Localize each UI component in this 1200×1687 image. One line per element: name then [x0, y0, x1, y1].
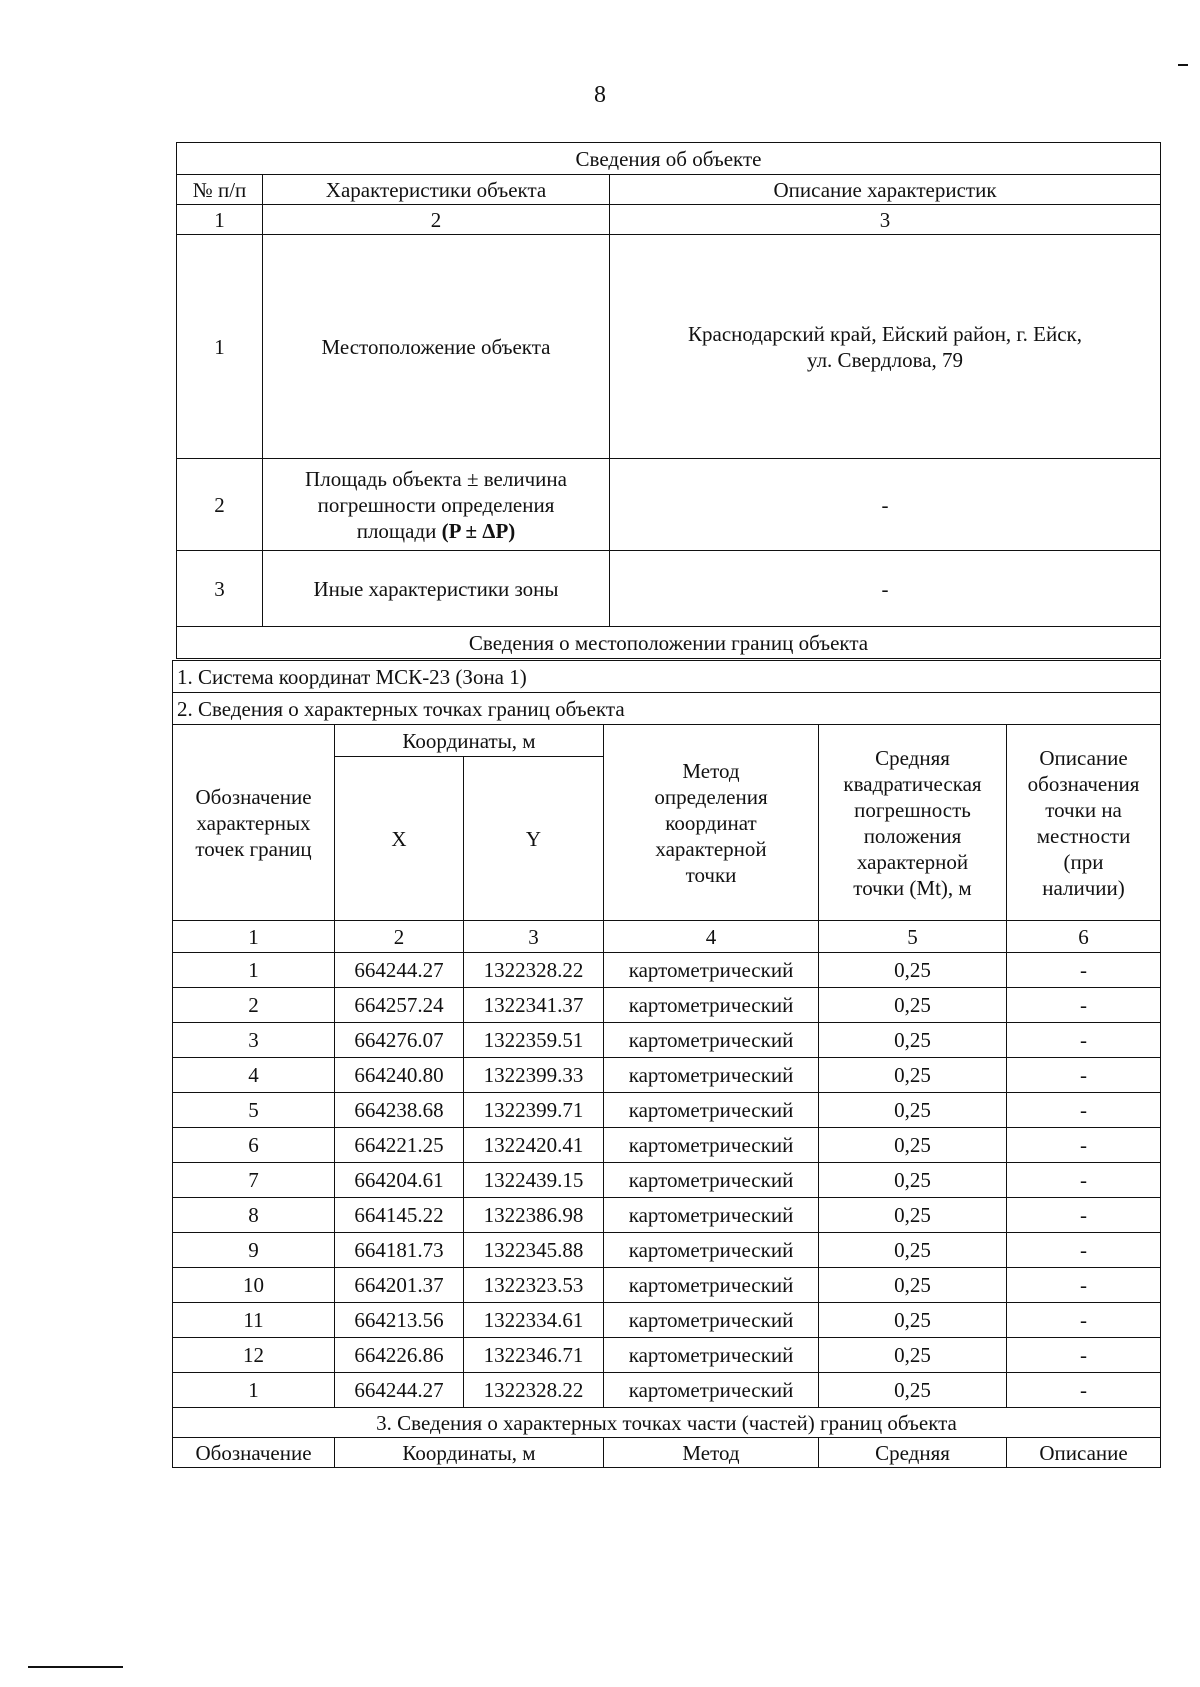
header-line: точек границ [195, 836, 312, 861]
point-x: 664240.80 [335, 1058, 464, 1093]
point-number: 7 [173, 1163, 335, 1198]
row-num: 3 [177, 551, 263, 627]
y-header: Y [464, 757, 604, 921]
row-num: 2 [177, 459, 263, 551]
description-header [1007, 725, 1161, 921]
point-y: 1322399.71 [464, 1093, 604, 1128]
point-description: - [1007, 953, 1161, 988]
row-value: - [610, 551, 1161, 627]
header-line: положения [863, 823, 962, 848]
header-characteristics: Характеристики объекта [263, 175, 610, 205]
designation-header [173, 725, 335, 921]
point-error: 0,25 [819, 1373, 1007, 1408]
point-x: 664276.07 [335, 1023, 464, 1058]
point-x: 664145.22 [335, 1198, 464, 1233]
point-y: 1322346.71 [464, 1338, 604, 1373]
point-method: картометрический [604, 1198, 819, 1233]
table-row [173, 1093, 1161, 1128]
point-method: картометрический [604, 953, 819, 988]
col-number: 4 [604, 921, 819, 953]
location-line: Краснодарский край, Ейский район, г. Ейск, [688, 321, 1083, 346]
point-x: 664244.27 [335, 1373, 464, 1408]
point-number: 10 [173, 1268, 335, 1303]
header-line: Обозначение [195, 784, 312, 809]
parts-header: Описание [1007, 1438, 1161, 1468]
header-line: характерных [196, 810, 311, 835]
point-error: 0,25 [819, 1233, 1007, 1268]
x-header: X [335, 757, 464, 921]
col-number: 2 [263, 205, 610, 235]
boundary-points-table [172, 660, 1161, 1468]
point-error: 0,25 [819, 1198, 1007, 1233]
point-error: 0,25 [819, 1163, 1007, 1198]
col-number: 6 [1007, 921, 1161, 953]
footer-line [28, 1666, 123, 1668]
table-row [173, 1058, 1161, 1093]
table-row [173, 1373, 1161, 1408]
header-line: Описание [1039, 745, 1128, 770]
point-description: - [1007, 1268, 1161, 1303]
points-body [173, 953, 1161, 1408]
parts-header: Обозначение [173, 1438, 335, 1468]
point-y: 1322328.22 [464, 1373, 604, 1408]
table-row [173, 988, 1161, 1023]
point-error: 0,25 [819, 1023, 1007, 1058]
point-y: 1322359.51 [464, 1023, 604, 1058]
page-number: 8 [594, 82, 606, 108]
point-description: - [1007, 988, 1161, 1023]
point-y: 1322328.22 [464, 953, 604, 988]
point-method: картометрический [604, 1268, 819, 1303]
row-name: Иные характеристики зоны [263, 551, 610, 627]
row-name [263, 459, 610, 551]
point-number: 8 [173, 1198, 335, 1233]
point-number: 5 [173, 1093, 335, 1128]
header-line: погрешность [854, 797, 971, 822]
point-method: картометрический [604, 1023, 819, 1058]
header-line: наличии) [1042, 875, 1125, 900]
point-x: 664204.61 [335, 1163, 464, 1198]
point-number: 1 [173, 1373, 335, 1408]
row-num: 1 [177, 235, 263, 459]
table-row [173, 953, 1161, 988]
point-x: 664201.37 [335, 1268, 464, 1303]
table-row [173, 1198, 1161, 1233]
method-header [604, 725, 819, 921]
header-line: характерной [856, 849, 969, 874]
header-line: характерной [655, 836, 767, 861]
header-num: № п/п [177, 175, 263, 205]
point-description: - [1007, 1373, 1161, 1408]
table-row [173, 1128, 1161, 1163]
object-info-table [176, 142, 1161, 659]
point-description: - [1007, 1338, 1161, 1373]
row-value: - [610, 459, 1161, 551]
point-method: картометрический [604, 1093, 819, 1128]
table-row [173, 1163, 1161, 1198]
point-error: 0,25 [819, 1128, 1007, 1163]
point-error: 0,25 [819, 953, 1007, 988]
point-method: картометрический [604, 1303, 819, 1338]
point-y: 1322386.98 [464, 1198, 604, 1233]
header-line: координат [665, 810, 757, 835]
point-number: 3 [173, 1023, 335, 1058]
point-number: 2 [173, 988, 335, 1023]
col-number: 5 [819, 921, 1007, 953]
col-number: 1 [177, 205, 263, 235]
header-line: Метод [682, 758, 740, 783]
point-description: - [1007, 1233, 1161, 1268]
area-formula: (P ± ΔP) [441, 518, 516, 543]
header-line: точки на [1045, 797, 1122, 822]
header-line: Средняя [875, 745, 950, 770]
parts-title: 3. Сведения о характерных точках части (частей) границ объекта [173, 1408, 1161, 1438]
header-line: квадратическая [843, 771, 982, 796]
point-description: - [1007, 1058, 1161, 1093]
area-line [267, 518, 605, 544]
header-description: Описание характеристик [610, 175, 1161, 205]
point-method: картометрический [604, 1373, 819, 1408]
point-error: 0,25 [819, 1058, 1007, 1093]
point-description: - [1007, 1023, 1161, 1058]
point-number: 6 [173, 1128, 335, 1163]
point-number: 1 [173, 953, 335, 988]
point-x: 664226.86 [335, 1338, 464, 1373]
point-y: 1322439.15 [464, 1163, 604, 1198]
object-info-title: Сведения об объекте [177, 143, 1161, 175]
table-row [173, 1268, 1161, 1303]
coords-header: Координаты, м [335, 725, 604, 757]
point-description: - [1007, 1303, 1161, 1338]
points-title: 2. Сведения о характерных точках границ объекта [173, 693, 1161, 725]
point-y: 1322334.61 [464, 1303, 604, 1338]
header-line: определения [654, 784, 768, 809]
point-number: 4 [173, 1058, 335, 1093]
boundary-title: Сведения о местоположении границ объекта [177, 627, 1161, 659]
parts-header: Координаты, м [335, 1438, 604, 1468]
location-line: ул. Свердлова, 79 [807, 347, 964, 372]
point-method: картометрический [604, 1058, 819, 1093]
point-method: картометрический [604, 1233, 819, 1268]
point-number: 12 [173, 1338, 335, 1373]
point-method: картометрический [604, 988, 819, 1023]
col-number: 1 [173, 921, 335, 953]
coord-system: 1. Система координат МСК-23 (Зона 1) [173, 661, 1161, 693]
point-number: 11 [173, 1303, 335, 1338]
point-description: - [1007, 1163, 1161, 1198]
table-row [173, 1233, 1161, 1268]
error-header [819, 725, 1007, 921]
point-y: 1322341.37 [464, 988, 604, 1023]
location-value [610, 235, 1161, 459]
point-x: 664213.56 [335, 1303, 464, 1338]
point-method: картометрический [604, 1338, 819, 1373]
col-number: 3 [464, 921, 604, 953]
point-method: картометрический [604, 1128, 819, 1163]
point-x: 664244.27 [335, 953, 464, 988]
point-y: 1322345.88 [464, 1233, 604, 1268]
header-line: точки [685, 862, 737, 887]
point-description: - [1007, 1198, 1161, 1233]
table-row [173, 1303, 1161, 1338]
point-x: 664221.25 [335, 1128, 464, 1163]
row-name: Местоположение объекта [263, 235, 610, 459]
corner-mark [1178, 64, 1188, 66]
point-method: картометрический [604, 1163, 819, 1198]
table-row [173, 1338, 1161, 1373]
point-description: - [1007, 1128, 1161, 1163]
point-x: 664181.73 [335, 1233, 464, 1268]
header-line: местности [1036, 823, 1131, 848]
area-line: Площадь объекта ± величина [305, 466, 567, 491]
point-y: 1322323.53 [464, 1268, 604, 1303]
point-error: 0,25 [819, 1338, 1007, 1373]
point-error: 0,25 [819, 1268, 1007, 1303]
area-line: погрешности определения [317, 492, 555, 517]
point-error: 0,25 [819, 1093, 1007, 1128]
point-x: 664238.68 [335, 1093, 464, 1128]
header-line: точки (Mt), м [853, 875, 972, 900]
point-y: 1322399.33 [464, 1058, 604, 1093]
point-y: 1322420.41 [464, 1128, 604, 1163]
point-x: 664257.24 [335, 988, 464, 1023]
point-error: 0,25 [819, 1303, 1007, 1338]
col-number: 3 [610, 205, 1161, 235]
parts-header: Средняя [819, 1438, 1007, 1468]
header-line: обозначения [1027, 771, 1140, 796]
parts-header: Метод [604, 1438, 819, 1468]
point-description: - [1007, 1093, 1161, 1128]
table-row [173, 1023, 1161, 1058]
point-number: 9 [173, 1233, 335, 1268]
area-prefix: площади [356, 518, 442, 543]
point-error: 0,25 [819, 988, 1007, 1023]
header-line: (при [1063, 849, 1104, 874]
col-number: 2 [335, 921, 464, 953]
